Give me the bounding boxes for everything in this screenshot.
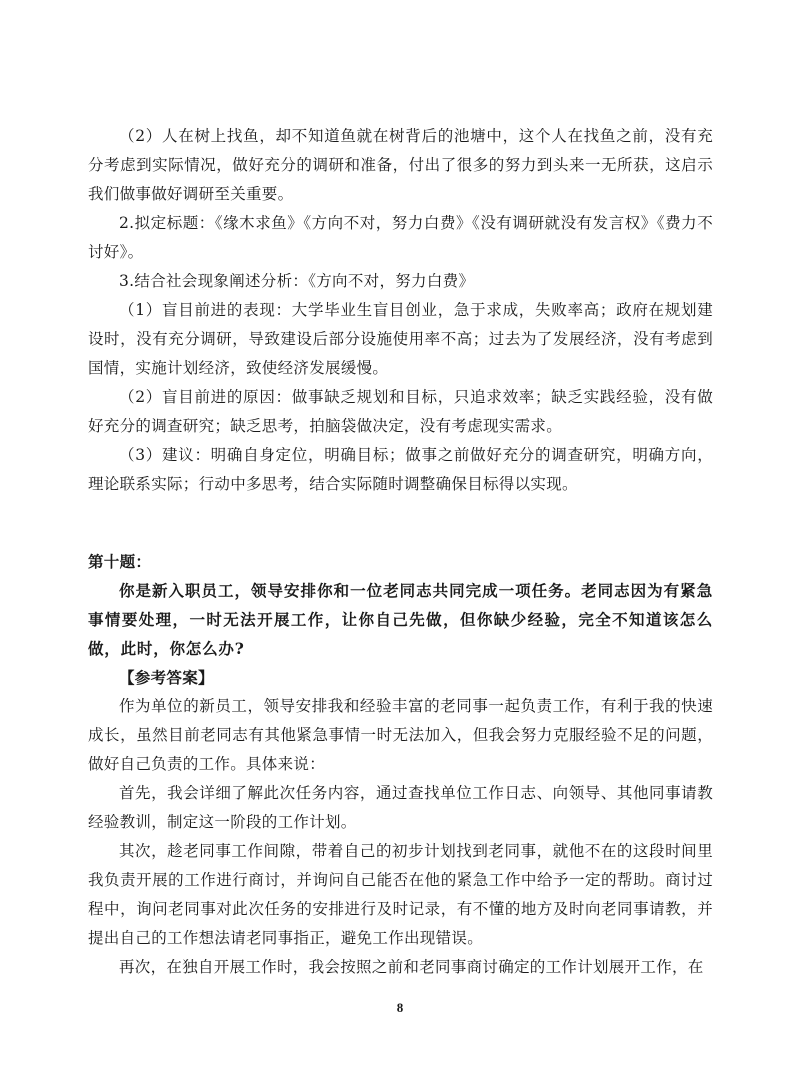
paragraph-analysis-2: （2）人在树上找鱼，却不知道鱼就在树背后的池塘中，这个人在找鱼之前，没有充分考虑到实际情况，做好充分的调研和准备，付出了很多的努力到头来一无所获，这启示我们做事做好调研至关重要。 bbox=[88, 127, 713, 203]
answer-paragraph-first: 首先，我会详细了解此次任务内容，通过查找单位工作日志、向领导、其他同事请教经验教训，制定这一阶段的工作计划。 bbox=[88, 784, 713, 831]
paragraph-social-analysis-heading: 3.结合社会现象阐述分析：《方向不对，努力白费》 bbox=[119, 272, 475, 290]
answer-paragraph-third: 再次，在独自开展工作时，我会按照之前和老同事商讨确定的工作计划展开工作，在 bbox=[119, 958, 704, 976]
reference-answer-label: 【参考答案】 bbox=[119, 668, 214, 687]
paragraph-blind-progress-manifestation: （1）盲目前进的表现：大学毕业生盲目创业，急于求成，失败率高；政府在规划建设时，没有充分调研，导致建设后部分设施使用率不高；过去为了发展经济，没有考虑到国情，实施计划经济，致使经济发展缓慢。 bbox=[88, 301, 713, 377]
answer-paragraph-intro: 作为单位的新员工，领导安排我和经验丰富的老同事一起负责工作，有利于我的快速成长，虽然目前老同志有其他紧急事情一时无法加入，但我会努力克服经验不足的问题，做好自己负责的工作。具体来说： bbox=[88, 697, 713, 773]
paragraph-blind-progress-causes: （2）盲目前进的原因：做事缺乏规划和目标，只追求效率；缺乏实践经验，没有做好充分的调查研究；缺乏思考，拍脑袋做决定，没有考虑现实需求。 bbox=[88, 388, 713, 435]
question-body: 你是新入职员工，领导安排你和一位老同志共同完成一项任务。老同志因为有紧急事情要处理，一时无法开展工作，让你自己先做，但你缺少经验，完全不知道该怎么做，此时，你怎么办? bbox=[88, 581, 713, 658]
question-title: 第十题： bbox=[88, 552, 152, 571]
page-number: 8 bbox=[396, 1000, 404, 1015]
document-page bbox=[88, 122, 713, 982]
paragraph-titles: 2.拟定标题：《缘木求鱼》《方向不对，努力白费》《没有调研就没有发言权》《费力不讨好》。 bbox=[88, 214, 713, 261]
section-gap bbox=[88, 499, 713, 547]
answer-paragraph-second: 其次，趁老同事工作间隙，带着自己的初步计划找到老同事，就他不在的这段时间里我负责开展的工作进行商讨，并询问自己能否在他的紧急工作中给予一定的帮助。商讨过程中，询问老同事对此次任务的安排进行及时记录，有不懂的地方及时向老同事请教，并提出自己的工作想法请老同事指正，避免工作出现错误。 bbox=[88, 842, 713, 947]
paragraph-suggestions: （3）建议：明确自身定位，明确目标；做事之前做好充分的调查研究，明确方向，理论联系实际；行动中多思考，结合实际随时调整确保目标得以实现。 bbox=[88, 446, 713, 493]
